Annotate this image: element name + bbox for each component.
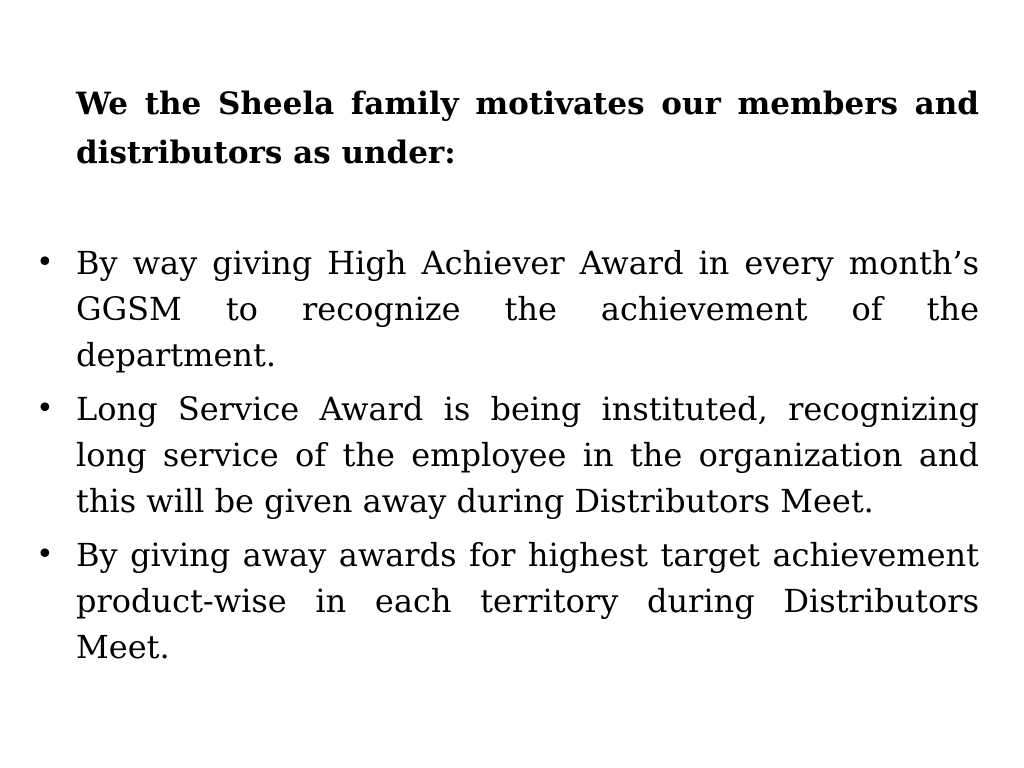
list-item — [36, 386, 979, 524]
bullet-text: Long Service Award is being instituted, recognizing long service of the employee in the organization and this will be given away during Distributors Meet. — [76, 390, 979, 520]
bullet-text: By giving away awards for highest target achievement product-wise in each territory during Distributors Meet. — [76, 536, 979, 666]
bullet-text: By way giving High Achiever Award in every month’s GGSM to recognize the achievement of the department. — [76, 244, 979, 374]
list-item — [36, 240, 979, 378]
bullet-list — [36, 240, 979, 678]
intro-heading: We the Sheela family motivates our members and distributors as under: — [76, 86, 979, 171]
bullet-icon: • — [36, 245, 54, 280]
bullet-icon: • — [36, 391, 54, 426]
list-item — [36, 532, 979, 670]
bullet-icon: • — [36, 537, 54, 572]
